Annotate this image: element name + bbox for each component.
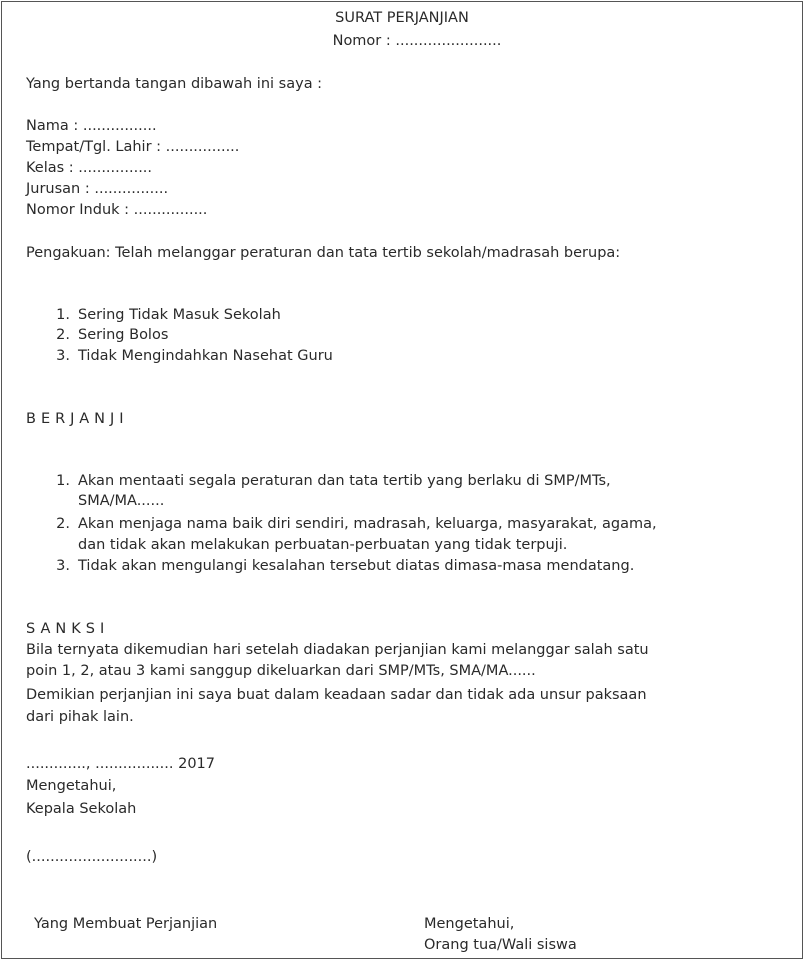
confession-item: Tidak Mengindahkan Nasehat Guru (78, 348, 333, 364)
date-line: ............., ................. 2017 (26, 756, 216, 772)
maker-label: Yang Membuat Perjanjian (34, 916, 218, 932)
confession-item: Sering Bolos (78, 327, 169, 343)
promise-item-line: Akan menjaga nama baik diri sendiri, madrasah, keluarga, masyarakat, agama, (78, 516, 657, 532)
confession-item-number: 3. (56, 348, 70, 364)
promise-heading: BERJANJI (26, 411, 129, 427)
sanction-line: Demikian perjanjian ini saya buat dalam keadaan sadar dan tidak ada unsur paksaan (26, 687, 647, 703)
parent-known-label: Mengetahui, (424, 916, 515, 932)
document-number: Nomor : ....................... (332, 33, 502, 49)
field-student-id: Nomor Induk : ................ (26, 202, 208, 218)
confession-item: Sering Tidak Masuk Sekolah (78, 307, 281, 323)
parent-title: Orang tua/Wali siswa (424, 937, 577, 953)
promise-item-line: Tidak akan mengulangi kesalahan tersebut diatas dimasa-masa mendatang. (78, 558, 635, 574)
principal-known-label: Mengetahui, (26, 778, 117, 794)
sanction-line: poin 1, 2, atau 3 kami sanggup dikeluarkan dari SMP/MTs, SMA/MA...... (26, 663, 536, 679)
field-class: Kelas : ................ (26, 160, 153, 176)
sanction-heading: SANKSI (26, 621, 110, 637)
sanction-line: Bila ternyata dikemudian hari setelah diadakan perjanjian kami melanggar salah satu (26, 642, 649, 658)
field-birth: Tempat/Tgl. Lahir : ................ (26, 139, 240, 155)
sanction-line: dari pihak lain. (26, 709, 134, 725)
promise-item-number: 3. (56, 558, 70, 574)
promise-item-line: SMA/MA...... (78, 493, 165, 509)
principal-title: Kepala Sekolah (26, 801, 137, 817)
promise-item-number: 2. (56, 516, 70, 532)
confession-item-number: 1. (56, 307, 70, 323)
promise-item-number: 1. (56, 473, 70, 489)
document-title: SURAT PERJANJIAN (335, 10, 469, 26)
intro-text: Yang bertanda tangan dibawah ini saya : (26, 76, 323, 92)
field-name: Nama : ................ (26, 118, 157, 134)
field-major: Jurusan : ................ (26, 181, 169, 197)
confession-text: Pengakuan: Telah melanggar peraturan dan tata tertib sekolah/madrasah berupa: (26, 245, 621, 261)
document-page (1, 1, 803, 959)
promise-item-line: Akan mentaati segala peraturan dan tata tertib yang berlaku di SMP/MTs, (78, 473, 611, 489)
principal-name-blank: (..........................) (26, 849, 158, 865)
promise-item-line: dan tidak akan melakukan perbuatan-perbuatan yang tidak terpuji. (78, 537, 568, 553)
confession-item-number: 2. (56, 327, 70, 343)
